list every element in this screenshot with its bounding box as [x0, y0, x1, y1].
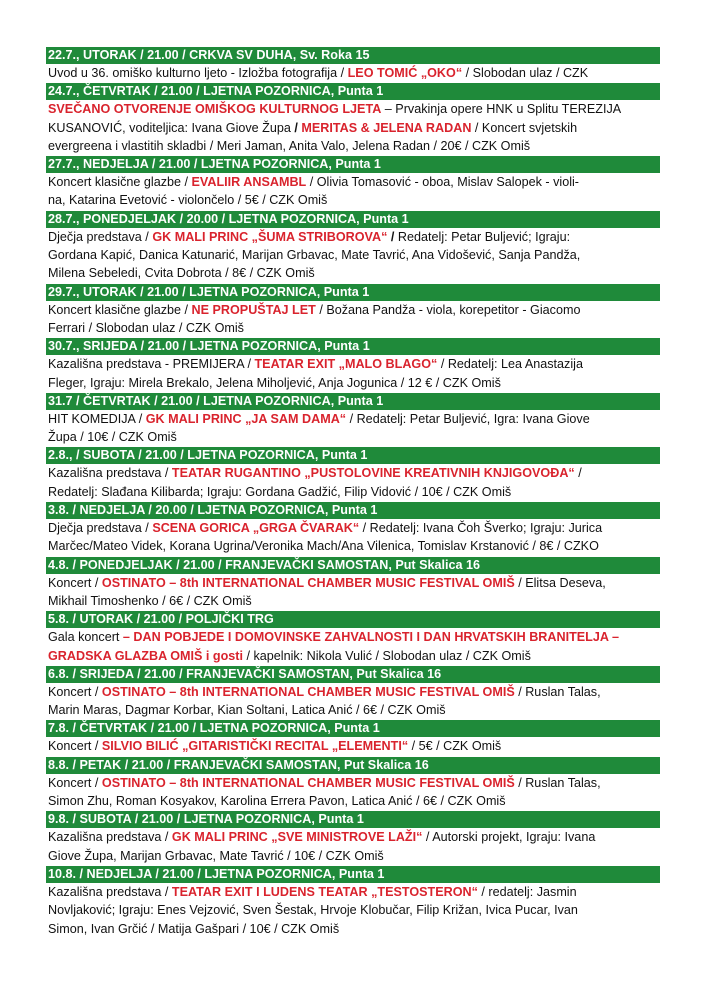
description-text: / Redatelj: Lea Anastazija: [437, 357, 583, 372]
event-entry: [46, 47, 660, 82]
event-entry: [46, 811, 660, 865]
highlighted-title: OSTINATO – 8th INTERNATIONAL CHAMBER MUSIC FESTIVAL OMIŠ: [101, 775, 515, 790]
event-programme: [46, 47, 660, 939]
event-entry: [46, 757, 660, 811]
description-text: / Ruslan Talas,: [514, 775, 601, 790]
description-text: Kazališna predstava /: [48, 830, 172, 845]
highlighted-title: GRADSKA GLAZBA OMIŠ i gosti: [48, 648, 243, 663]
highlighted-title: – DAN POBJEDE I DOMOVINSKE ZAHVALNOSTI I DAN HRVATSKIH BRANITELJA –: [122, 630, 620, 645]
event-description: [46, 301, 660, 338]
event-entry: [46, 393, 660, 447]
description-line: [48, 592, 660, 610]
description-text: na, Katarina Evetović - violončelo / 5€ / CZK Omiš: [48, 193, 328, 208]
description-text: / Božana Pandža - viola, korepetitor - Giacomo: [315, 302, 581, 317]
event-header: 28.7., PONEDJELJAK / 20.00 / LJETNA POZORNICA, Punta 1: [46, 211, 660, 228]
description-line: [48, 901, 660, 919]
description-line: [48, 374, 660, 392]
highlighted-title: SILVIO BILIĆ „GITARISTIČKI RECITAL „ELEMENTI“: [101, 739, 409, 754]
description-line: [48, 792, 660, 810]
description-text: Ferrari / Slobodan ulaz / CZK Omiš: [48, 320, 244, 335]
event-header: 29.7., UTORAK / 21.00 / LJETNA POZORNICA, Punta 1: [46, 284, 660, 301]
description-text: /: [294, 120, 298, 135]
event-header: 7.8. / ČETVRTAK / 21.00 / LJETNA POZORNICA, Punta 1: [46, 720, 660, 737]
description-line: [48, 683, 660, 701]
description-line: [48, 137, 660, 155]
description-text: – Prvakinja opere HNK u Splitu TEREZIJA: [381, 102, 622, 117]
event-header: 31.7 / ČETVRTAK / 21.00 / LJETNA POZORNICA, Punta 1: [46, 393, 660, 410]
event-header: 24.7., ČETVRTAK / 21.00 / LJETNA POZORNICA, Punta 1: [46, 83, 660, 100]
description-line: [48, 173, 660, 191]
description-text: Koncert /: [48, 684, 102, 699]
event-description: [46, 737, 660, 755]
description-text: KUSANOVIĆ, voditeljica: Ivana Giove Župa: [48, 120, 295, 135]
event-entry: [46, 447, 660, 501]
event-header: 22.7., UTORAK / 21.00 / CRKVA SV DUHA, Sv. Roka 15: [46, 47, 660, 64]
event-description: [46, 883, 660, 938]
event-entry: [46, 211, 660, 283]
description-text: Gordana Kapić, Danica Katunarić, Marijan Grbavac, Mate Tavrić, Ana Vidošević, Sanja Pandža,: [48, 248, 581, 263]
event-description: [46, 355, 660, 392]
event-description: [46, 683, 660, 720]
description-text: / Koncert svjetskih: [471, 120, 578, 135]
description-line: [48, 64, 660, 82]
description-line: [48, 537, 660, 555]
event-entry: [46, 611, 660, 665]
description-text: Uvod u 36. omiško kulturno ljeto - Izložba fotografija /: [48, 66, 348, 80]
event-header: 9.8. / SUBOTA / 21.00 / LJETNA POZORNICA, Punta 1: [46, 811, 660, 828]
highlighted-title: LEO TOMIĆ „OKO“: [347, 66, 463, 80]
event-entry: [46, 284, 660, 338]
description-text: / Slobodan ulaz / CZK: [462, 66, 589, 80]
description-line: [48, 574, 660, 592]
event-header: 3.8. / NEDJELJA / 20.00 / LJETNA POZORNICA, Punta 1: [46, 502, 660, 519]
description-text: / Ruslan Talas,: [514, 684, 601, 699]
event-entry: [46, 666, 660, 720]
description-text: /: [387, 229, 398, 244]
description-line: [48, 847, 660, 865]
description-text: Dječja predstava /: [48, 229, 153, 244]
description-text: Mikhail Timoshenko / 6€ / CZK Omiš: [48, 593, 252, 608]
description-line: [48, 428, 660, 446]
description-text: Koncert klasične glazbe /: [48, 302, 192, 317]
description-text: Milena Sebeledi, Cvita Dobrota / 8€ / CZK Omiš: [48, 266, 315, 281]
event-entry: [46, 720, 660, 755]
event-description: [46, 774, 660, 811]
description-text: Redatelj: Petar Buljević; Igraju:: [397, 229, 571, 244]
event-entry: [46, 502, 660, 556]
description-text: Koncert /: [48, 739, 102, 754]
event-entry: [46, 83, 660, 155]
description-text: / Redatelj: Petar Buljević, Igra: Ivana Giove: [346, 411, 590, 426]
description-line: [48, 246, 660, 264]
description-line: [48, 191, 660, 209]
event-description: [46, 228, 660, 283]
description-line: [48, 628, 660, 646]
highlighted-title: SVEČANO OTVORENJE OMIŠKOG KULTURNOG LJETA: [48, 102, 382, 117]
description-text: Giove Župa, Marijan Grbavac, Mate Tavrić / 10€ / CZK Omiš: [48, 848, 384, 863]
description-text: Simon, Ivan Grčić / Matija Gašpari / 10€ / CZK Omiš: [48, 921, 340, 936]
description-line: [48, 355, 660, 373]
description-line: [48, 228, 660, 246]
description-text: Kazališna predstava - PREMIJERA /: [48, 357, 255, 372]
description-text: /: [574, 466, 582, 481]
event-description: [46, 828, 660, 865]
description-line: [48, 920, 660, 938]
highlighted-title: TEATAR RUGANTINO „PUSTOLOVINE KREATIVNIH KNJIGOVOĐA“: [171, 466, 575, 481]
description-text: / Autorski projekt, Igraju: Ivana: [422, 830, 596, 845]
description-text: / 5€ / CZK Omiš: [408, 739, 502, 754]
description-line: [48, 264, 660, 282]
highlighted-title: NE PROPUŠTAJ LET: [191, 302, 316, 317]
event-header: 27.7., NEDJELJA / 21.00 / LJETNA POZORNICA, Punta 1: [46, 156, 660, 173]
description-text: HIT KOMEDIJA /: [48, 411, 146, 426]
description-text: / Olivia Tomasović - oboa, Mislav Salopek - violi-: [306, 175, 579, 190]
description-text: Koncert /: [48, 575, 102, 590]
description-text: Fleger, Igraju: Mirela Brekalo, Jelena Miholjević, Anja Jogunica / 12 € / CZK Omiš: [48, 375, 501, 390]
highlighted-title: GK MALI PRINC „JA SAM DAMA“: [145, 411, 347, 426]
event-header: 8.8. / PETAK / 21.00 / FRANJEVAČKI SAMOSTAN, Put Skalica 16: [46, 757, 660, 774]
description-text: Koncert /: [48, 775, 102, 790]
description-line: [48, 119, 660, 137]
event-description: [46, 464, 660, 501]
event-description: [46, 64, 660, 82]
description-line: [48, 410, 660, 428]
description-line: [48, 883, 660, 901]
description-line: [48, 301, 660, 319]
description-text: Župa / 10€ / CZK Omiš: [48, 430, 177, 445]
description-text: Novljaković; Igraju: Enes Vejzović, Sven Šestak, Hrvoje Klobučar, Filip Križan, Ivica Pucar, Ivan: [48, 903, 578, 918]
highlighted-title: GK MALI PRINC „ŠUMA STRIBOROVA“: [152, 229, 388, 244]
highlighted-title: EVALIIR ANSAMBL: [191, 175, 307, 190]
description-line: [48, 519, 660, 537]
description-line: [48, 483, 660, 501]
event-header: 6.8. / SRIJEDA / 21.00 / FRANJEVAČKI SAMOSTAN, Put Skalica 16: [46, 666, 660, 683]
event-header: 10.8. / NEDJELJA / 21.00 / LJETNA POZORNICA, Punta 1: [46, 866, 660, 883]
description-line: [48, 701, 660, 719]
description-text: Dječja predstava /: [48, 521, 153, 536]
description-text: Simon Zhu, Roman Kosyakov, Karolina Errera Pavon, Latica Anić / 6€ / CZK Omiš: [48, 794, 506, 809]
highlighted-title: TEATAR EXIT „MALO BLAGO“: [254, 357, 438, 372]
description-text: Redatelj: Slađana Kilibarda; Igraju: Gordana Gadžić, Filip Vidović / 10€ / CZK Omiš: [48, 484, 512, 499]
event-description: [46, 173, 660, 210]
event-description: [46, 574, 660, 611]
description-text: Kazališna predstava /: [48, 466, 172, 481]
highlighted-title: SCENA GORICA „GRGA ČVARAK“: [152, 521, 360, 536]
event-header: 30.7., SRIJEDA / 21.00 / LJETNA POZORNICA, Punta 1: [46, 338, 660, 355]
description-text: Koncert klasične glazbe /: [48, 175, 192, 190]
highlighted-title: GK MALI PRINC „SVE MINISTROVE LAŽI“: [171, 830, 423, 845]
event-entry: [46, 866, 660, 938]
description-line: [48, 319, 660, 337]
event-entry: [46, 557, 660, 611]
description-text: Marin Maras, Dagmar Korbar, Kian Soltani, Latica Anić / 6€ / CZK Omiš: [48, 703, 446, 718]
event-entry: [46, 156, 660, 210]
highlighted-title: OSTINATO – 8th INTERNATIONAL CHAMBER MUSIC FESTIVAL OMIŠ: [101, 575, 515, 590]
event-description: [46, 410, 660, 447]
description-line: [48, 737, 660, 755]
event-description: [46, 628, 660, 665]
description-text: Gala koncert: [48, 630, 123, 645]
description-line: [48, 647, 660, 665]
description-text: / Elitsa Deseva,: [514, 575, 606, 590]
event-entry: [46, 338, 660, 392]
highlighted-title: MERITAS & JELENA RADAN: [297, 120, 472, 135]
highlighted-title: TEATAR EXIT I LUDENS TEATAR „TESTOSTERON“: [171, 884, 478, 899]
description-text: Kazališna predstava /: [48, 884, 172, 899]
highlighted-title: OSTINATO – 8th INTERNATIONAL CHAMBER MUSIC FESTIVAL OMIŠ: [101, 684, 515, 699]
description-line: [48, 100, 660, 118]
event-description: [46, 100, 660, 155]
event-description: [46, 519, 660, 556]
description-line: [48, 774, 660, 792]
description-text: / kapelnik: Nikola Vulić / Slobodan ulaz / CZK Omiš: [242, 648, 531, 663]
description-text: / redatelj: Jasmin: [477, 884, 577, 899]
event-header: 2.8., / SUBOTA / 21.00 / LJETNA POZORNICA, Punta 1: [46, 447, 660, 464]
event-header: 5.8. / UTORAK / 21.00 / POLJIČKI TRG: [46, 611, 660, 628]
event-header: 4.8. / PONEDJELJAK / 21.00 / FRANJEVAČKI SAMOSTAN, Put Skalica 16: [46, 557, 660, 574]
description-line: [48, 464, 660, 482]
description-line: [48, 828, 660, 846]
description-text: evergreena i vlastitih skladbi / Meri Jaman, Anita Valo, Jelena Radan / 20€ / CZK Omiš: [48, 138, 531, 153]
description-text: Marčec/Mateo Videk, Korana Ugrina/Veronika Mach/Ana Vilenica, Tomislav Krstanović / 8€ / CZKO: [48, 539, 599, 554]
description-text: / Redatelj: Ivana Čoh Šverko; Igraju: Jurica: [359, 521, 603, 536]
